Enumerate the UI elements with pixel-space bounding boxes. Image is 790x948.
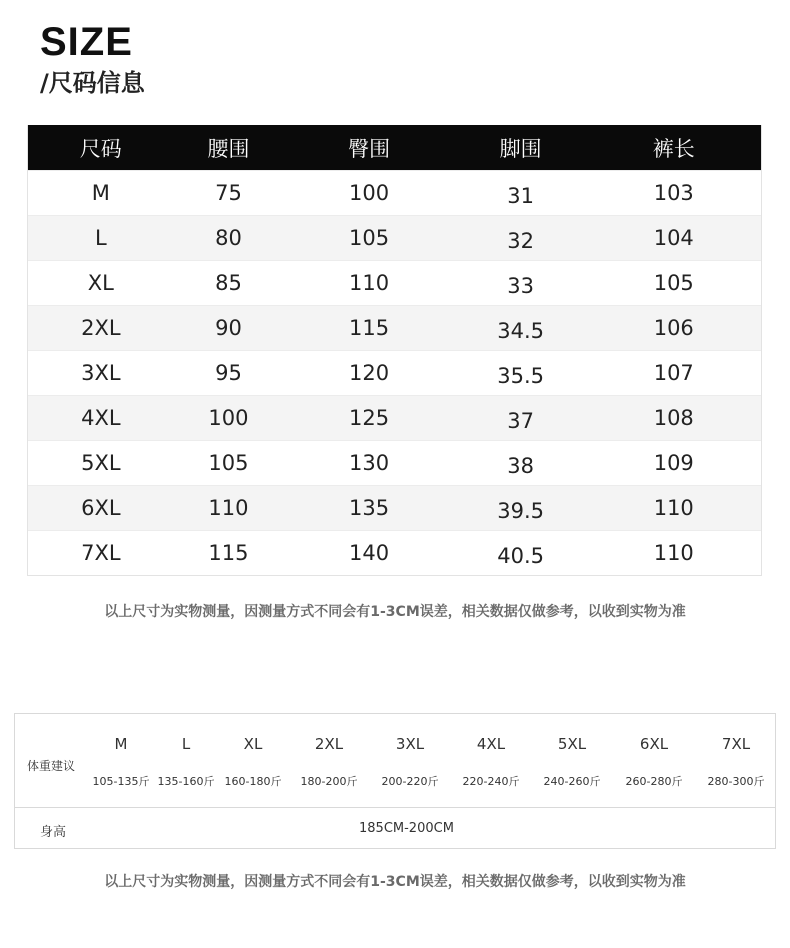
weight-size: 4XL bbox=[476, 735, 506, 753]
row-length: 108 bbox=[653, 406, 694, 430]
row-waist: 85 bbox=[215, 271, 242, 295]
row-size: XL bbox=[87, 271, 114, 295]
page-title: SIZE bbox=[40, 20, 133, 64]
table-row bbox=[28, 350, 761, 395]
weight-size: 2XL bbox=[314, 735, 344, 753]
row-leg-opening: 32 bbox=[507, 229, 535, 253]
header-cell-leg-opening: 脚围 bbox=[499, 136, 542, 161]
row-size: 7XL bbox=[81, 541, 121, 565]
header-cell-length: 裤长 bbox=[652, 136, 695, 161]
header-cell-hip: 臀围 bbox=[348, 136, 391, 161]
weight-range: 220-240斤 bbox=[462, 775, 520, 788]
row-hip: 115 bbox=[349, 316, 390, 340]
row-leg-opening: 37 bbox=[507, 409, 535, 433]
row-hip: 105 bbox=[349, 226, 390, 250]
row-length: 103 bbox=[653, 181, 694, 205]
weight-range: 200-220斤 bbox=[381, 775, 439, 788]
header-cell-size: 尺码 bbox=[79, 136, 122, 161]
row-hip: 140 bbox=[349, 541, 390, 565]
row-leg-opening: 33 bbox=[507, 274, 535, 298]
weight-range: 135-160斤 bbox=[157, 775, 215, 788]
size-chart-header-row bbox=[28, 125, 761, 170]
row-divider bbox=[15, 807, 775, 808]
row-size: 4XL bbox=[81, 406, 121, 430]
height-label: 身高 bbox=[40, 825, 67, 840]
row-leg-opening: 39.5 bbox=[497, 499, 545, 523]
size-chart-table bbox=[27, 125, 762, 576]
page-subtitle: /尺码信息 bbox=[40, 69, 145, 97]
row-waist: 75 bbox=[215, 181, 242, 205]
row-waist: 110 bbox=[208, 496, 249, 520]
row-size: L bbox=[94, 226, 107, 250]
table-row bbox=[28, 215, 761, 260]
row-waist: 100 bbox=[208, 406, 249, 430]
weight-label: 体重建议 bbox=[27, 759, 76, 773]
weight-range: 180-200斤 bbox=[300, 775, 358, 788]
measurement-note: 以上尺寸为实物测量，因测量方式不同会有1-3CM误差，相关数据仅做参考，以收到实物为准 bbox=[104, 604, 686, 620]
weight-size: XL bbox=[243, 735, 263, 753]
row-length: 110 bbox=[653, 541, 694, 565]
weight-size: 7XL bbox=[721, 735, 751, 753]
row-waist: 90 bbox=[215, 316, 242, 340]
weight-size: 6XL bbox=[639, 735, 669, 753]
row-size: M bbox=[91, 181, 110, 205]
row-waist: 95 bbox=[215, 361, 242, 385]
weight-range: 260-280斤 bbox=[625, 775, 683, 788]
table-row bbox=[28, 170, 761, 215]
weight-size: 5XL bbox=[557, 735, 587, 753]
row-length: 109 bbox=[653, 451, 694, 475]
row-size: 3XL bbox=[81, 361, 121, 385]
row-waist: 80 bbox=[215, 226, 242, 250]
weight-range: 240-260斤 bbox=[543, 775, 601, 788]
header-cell-waist: 腰围 bbox=[207, 136, 250, 161]
row-waist: 105 bbox=[208, 451, 249, 475]
row-length: 106 bbox=[653, 316, 694, 340]
row-leg-opening: 35.5 bbox=[497, 364, 545, 388]
measurement-note-bottom: 以上尺寸为实物测量，因测量方式不同会有1-3CM误差，相关数据仅做参考，以收到实物为准 bbox=[104, 874, 686, 890]
row-size: 2XL bbox=[81, 316, 121, 340]
row-hip: 135 bbox=[349, 496, 390, 520]
row-size: 5XL bbox=[81, 451, 121, 475]
table-row bbox=[28, 530, 761, 575]
row-hip: 100 bbox=[349, 181, 390, 205]
row-leg-opening: 38 bbox=[507, 454, 535, 478]
row-size: 6XL bbox=[81, 496, 121, 520]
weight-size: M bbox=[114, 735, 128, 753]
table-row bbox=[28, 440, 761, 485]
weight-size: L bbox=[181, 735, 191, 753]
row-leg-opening: 31 bbox=[507, 184, 535, 208]
table-row bbox=[28, 395, 761, 440]
row-length: 104 bbox=[653, 226, 694, 250]
row-hip: 110 bbox=[349, 271, 390, 295]
table-row bbox=[28, 485, 761, 530]
height-value: 185CM-200CM bbox=[359, 821, 454, 836]
row-hip: 120 bbox=[349, 361, 390, 385]
table-row bbox=[28, 305, 761, 350]
row-hip: 130 bbox=[349, 451, 390, 475]
weight-size: 3XL bbox=[395, 735, 425, 753]
table-row bbox=[28, 260, 761, 305]
row-length: 110 bbox=[653, 496, 694, 520]
weight-range: 280-300斤 bbox=[707, 775, 765, 788]
row-waist: 115 bbox=[208, 541, 249, 565]
weight-range: 105-135斤 bbox=[92, 775, 150, 788]
row-length: 105 bbox=[653, 271, 694, 295]
weight-recommendation-table bbox=[14, 713, 776, 849]
row-hip: 125 bbox=[349, 406, 390, 430]
row-length: 107 bbox=[653, 361, 694, 385]
row-leg-opening: 34.5 bbox=[497, 319, 545, 343]
weight-range: 160-180斤 bbox=[224, 775, 282, 788]
row-leg-opening: 40.5 bbox=[497, 544, 545, 568]
